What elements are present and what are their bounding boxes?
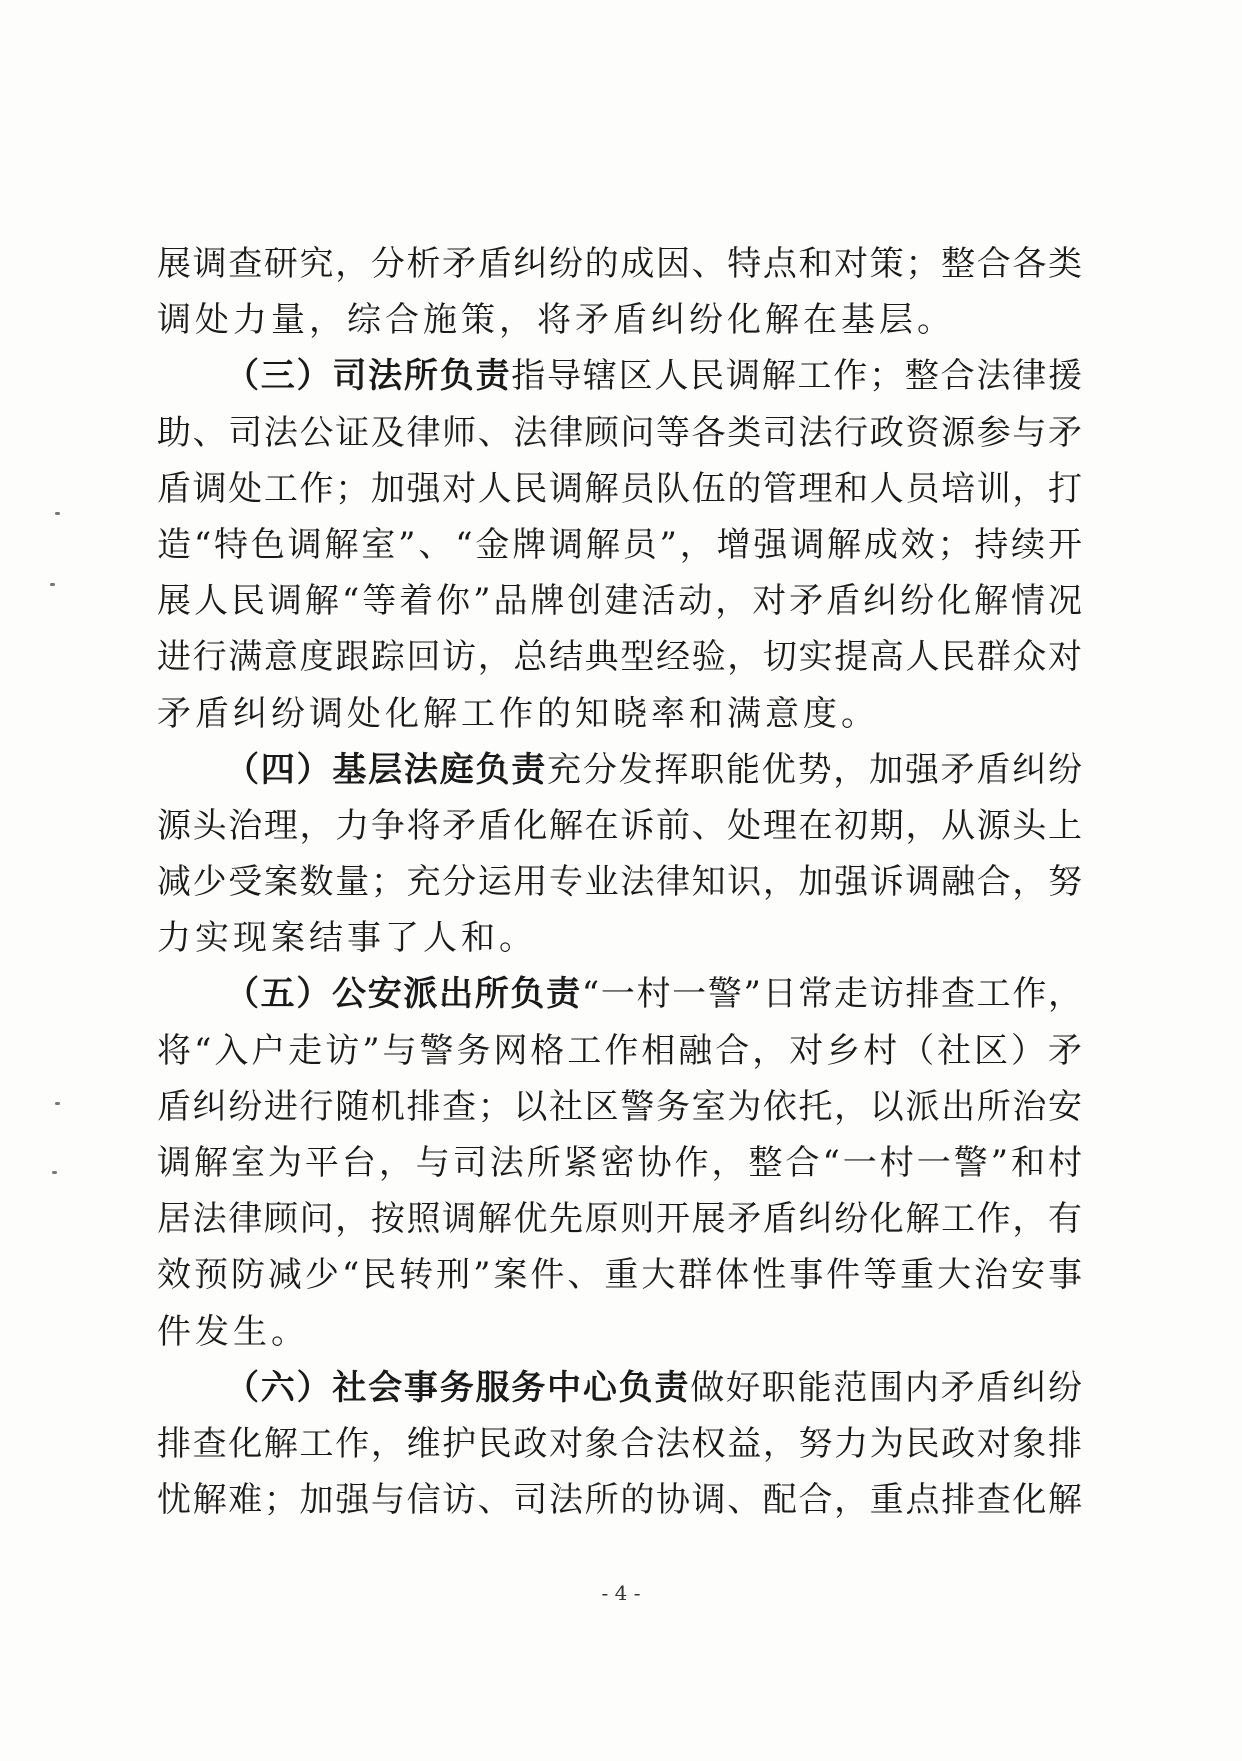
text-line: 排查化解工作，维护民政对象合法权益，努力为民政对象排	[157, 1423, 1082, 1464]
scan-speck	[55, 1102, 60, 1105]
text-line: 盾调处工作；加强对人民调解员队伍的管理和人员培训，打	[157, 468, 1082, 509]
scan-speck	[52, 1171, 57, 1174]
text-line: 调解室为平台，与司法所紧密协作，整合“一村一警”和村	[157, 1143, 1082, 1183]
text-line: 矛盾纠纷调处化解工作的知晓率和满意度。	[157, 693, 879, 734]
text-line: 将“入户走访”与警务网格工作相融合，对乡村（社区）矛	[157, 1030, 1082, 1071]
text-line: 展调查研究，分析矛盾纠纷的成因、特点和对策；整合各类	[157, 244, 1082, 284]
text-line: 效预防减少“民转刑”案件、重大群体性事件等重大治安事	[157, 1255, 1082, 1296]
section-5-line	[157, 966, 1082, 1022]
scan-speck	[50, 583, 55, 586]
section-text: 充分发挥职能优势，加强矛盾纠纷	[547, 749, 1083, 790]
section-text: “一村一警”日常走访排查工作，	[581, 974, 1082, 1015]
text-line: 调处力量，综合施策，将矛盾纠纷化解在基层。	[157, 300, 955, 341]
section-3-line	[157, 348, 1082, 404]
page-number: - 4 -	[601, 1581, 641, 1605]
text-line: 助、司法公证及律师、法律顾问等各类司法行政资源参与矛	[157, 412, 1082, 453]
text-line: 减少受案数量；充分运用专业法律知识，加强诉调融合，努	[157, 862, 1082, 903]
section-text: 做好职能范围内矛盾纠纷	[690, 1367, 1083, 1408]
section-text: 指导辖区人民调解工作；整合法律援	[511, 356, 1083, 397]
text-line: 件发生。	[157, 1311, 309, 1352]
text-line: 造“特色调解室”、“金牌调解员”，增强调解成效；持续开	[157, 524, 1082, 565]
text-line: 力实现案结事了人和。	[157, 918, 537, 959]
section-heading: （六）社会事务服务中心负责	[225, 1367, 691, 1408]
section-heading: （四）基层法庭负责	[225, 749, 548, 790]
text-line: 源头治理，力争将矛盾化解在诉前、处理在初期，从源头上	[157, 805, 1082, 846]
text-line: 盾纠纷进行随机排查；以社区警务室为依托，以派出所治安	[157, 1086, 1082, 1127]
text-line: 忧解难；加强与信访、司法所的协调、配合，重点排查化解	[157, 1480, 1082, 1521]
scan-speck	[55, 512, 60, 515]
section-heading: （五）公安派出所负责	[225, 974, 582, 1015]
text-line: 居法律顾问，按照调解优先原则开展矛盾纠纷化解工作，有	[157, 1199, 1082, 1240]
section-heading: （三）司法所负责	[225, 356, 512, 397]
section-4-line	[157, 742, 1082, 798]
section-6-line	[157, 1360, 1082, 1416]
text-line: 展人民调解“等着你”品牌创建活动，对矛盾纠纷化解情况	[157, 581, 1082, 622]
text-line: 进行满意度跟踪回访，总结典型经验，切实提高人民群众对	[157, 637, 1082, 678]
document-body	[157, 236, 1082, 1528]
